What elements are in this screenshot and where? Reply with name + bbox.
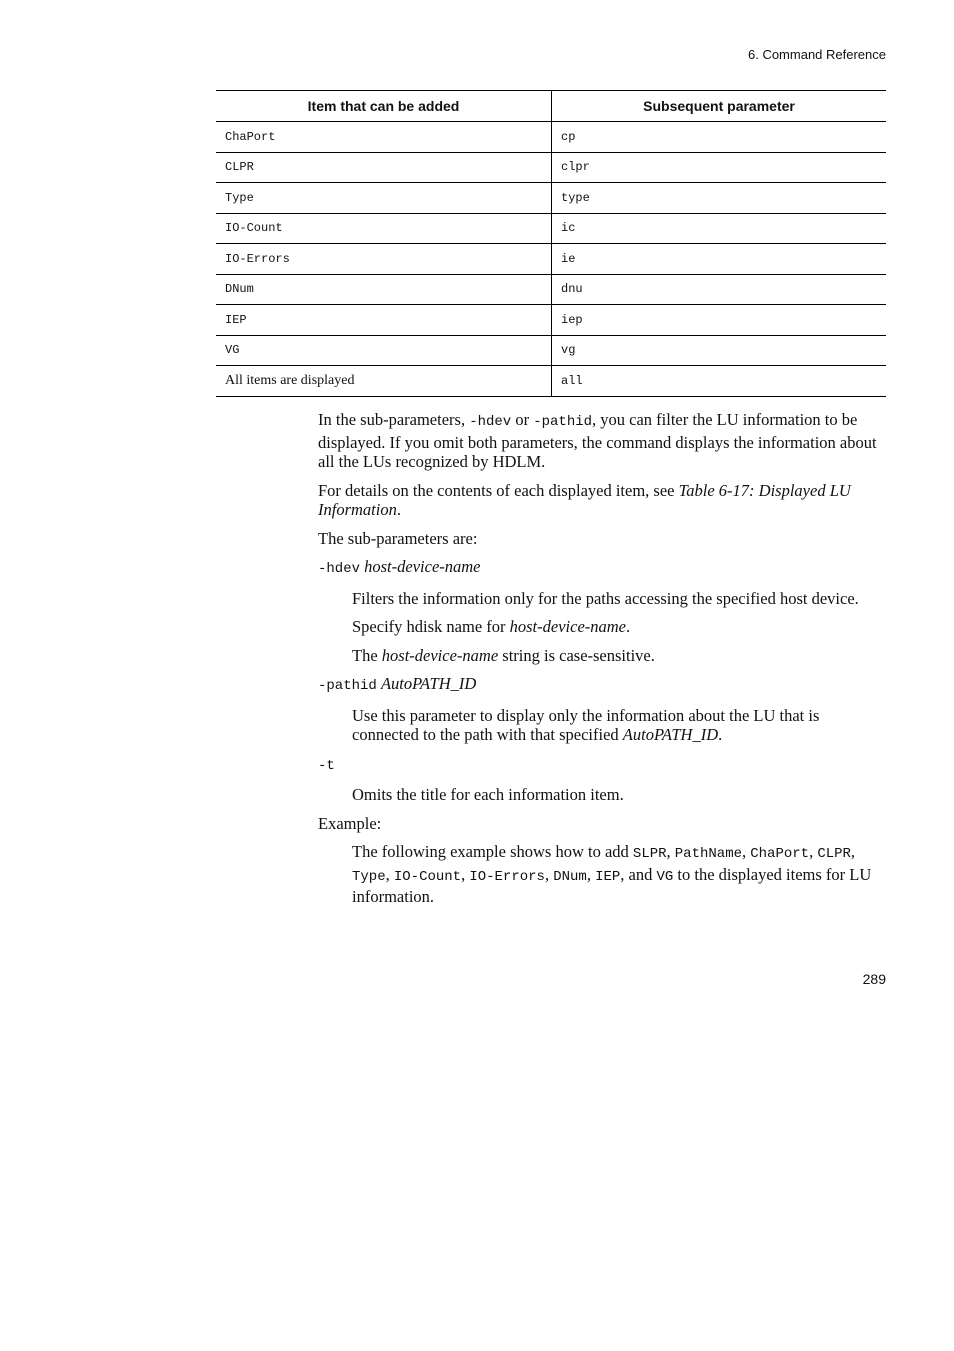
table-cell-parameter: clpr [552, 152, 887, 183]
text-span: , you can filter the LU information to be displayed. If you omit both parameters, the command displays the information about all the LUs recognized by HDLM. [318, 410, 877, 471]
table-cell-parameter: cp [552, 122, 887, 153]
separator: , [385, 864, 394, 884]
separator: , [586, 864, 596, 884]
code-hdev: -hdev [469, 414, 512, 430]
table-cell-item: DNum [216, 274, 552, 305]
separator: , [809, 842, 818, 861]
item-code: IO-Errors [469, 868, 545, 885]
separator: , [742, 842, 751, 861]
table-cell-item: IO-Count [216, 213, 552, 244]
pathid-argument-ref: AutoPATH_ID [622, 725, 719, 744]
table-cell-item: ChaPort [216, 122, 552, 153]
filter-paragraph [318, 410, 886, 472]
hdev-argument-ref: host-device-name [509, 617, 627, 636]
table-row [216, 213, 886, 244]
text-span: to the displayed items for LU information. [352, 864, 872, 906]
table-reference: Table 6-17: Displayed LU Information [318, 480, 851, 519]
column-header-parameter: Subsequent parameter [552, 91, 887, 122]
text-span: The following example shows how to add [352, 842, 633, 861]
items-parameter-table [216, 90, 886, 397]
running-head: 6. Command Reference [747, 47, 886, 62]
table-cell-parameter: type [552, 183, 887, 214]
hdev-desc-1: Filters the information only for the paths accessing the specified host device. [352, 588, 859, 608]
item-code: CLPR [817, 846, 851, 862]
table-cell-parameter: ie [552, 244, 887, 275]
text-span: . [626, 617, 631, 636]
text-span: Specify hdisk name for [352, 617, 510, 636]
table-cell-parameter: all [552, 366, 887, 397]
table-header-row [216, 91, 886, 122]
hdev-desc-2 [318, 617, 886, 637]
item-code: PathName [674, 846, 742, 862]
text-span: For details on the contents of each displayed item, see [318, 480, 679, 500]
table-row [216, 305, 886, 336]
table-cell-parameter: iep [552, 305, 887, 336]
table-cell-item: IEP [216, 305, 552, 336]
table-cell-parameter: dnu [552, 274, 887, 305]
column-header-item: Item that can be added [216, 91, 552, 122]
item-code: IEP [595, 868, 621, 885]
item-code: IO-Count [393, 868, 462, 885]
example-label: Example: [318, 813, 382, 833]
example-desc [318, 842, 886, 907]
text-span: In the sub-parameters, [318, 410, 470, 429]
table-cell-item: All items are displayed [216, 366, 552, 397]
separator: , [850, 842, 856, 861]
table-row [216, 335, 886, 366]
page-number: 289 [862, 971, 886, 987]
text-span: or [511, 410, 534, 429]
body-text [318, 410, 886, 907]
hdev-argument: host-device-name [364, 557, 481, 576]
item-code: ChaPort [750, 846, 810, 862]
text-span: string is case-sensitive. [498, 645, 655, 665]
t-option: -t [318, 757, 335, 774]
t-heading [318, 754, 886, 777]
table-cell-item: IO-Errors [216, 244, 552, 275]
separator: , [666, 842, 675, 861]
hdev-heading [318, 557, 886, 580]
hdev-option: -hdev [318, 561, 361, 577]
item-code: DNum [553, 868, 587, 885]
table-cell-parameter: vg [552, 335, 887, 366]
subparams-intro: The sub-parameters are: [318, 528, 478, 548]
table-row [216, 152, 886, 183]
text-span: . [396, 500, 401, 519]
pathid-argument: AutoPATH_ID [380, 674, 477, 693]
item-code: SLPR [632, 846, 667, 862]
pathid-desc [318, 706, 886, 745]
hdev-argument-ref: host-device-name [381, 645, 499, 665]
table-row [216, 122, 886, 153]
table-row [216, 244, 886, 275]
hdev-desc-3 [318, 646, 886, 666]
separator: , [461, 864, 470, 884]
text-span: The [352, 645, 382, 665]
table-row [216, 183, 886, 214]
pathid-heading [318, 674, 886, 697]
table-cell-item: VG [216, 335, 552, 366]
text-span: . [718, 725, 723, 744]
separator: , [544, 864, 554, 884]
separator: , and [620, 864, 657, 884]
table-cell-parameter: ic [552, 213, 887, 244]
text-span: Use this parameter to display only the information about the LU that is connected to the path with that specified [352, 705, 820, 744]
item-code: Type [352, 868, 386, 885]
t-desc: Omits the title for each information item. [352, 785, 624, 804]
details-paragraph [318, 481, 886, 520]
table-cell-item: Type [216, 183, 552, 214]
table-row [216, 274, 886, 305]
table-row [216, 366, 886, 397]
code-pathid: -pathid [533, 414, 593, 430]
table-cell-item: CLPR [216, 152, 552, 183]
item-code: VG [656, 868, 674, 885]
pathid-option: -pathid [318, 678, 377, 694]
